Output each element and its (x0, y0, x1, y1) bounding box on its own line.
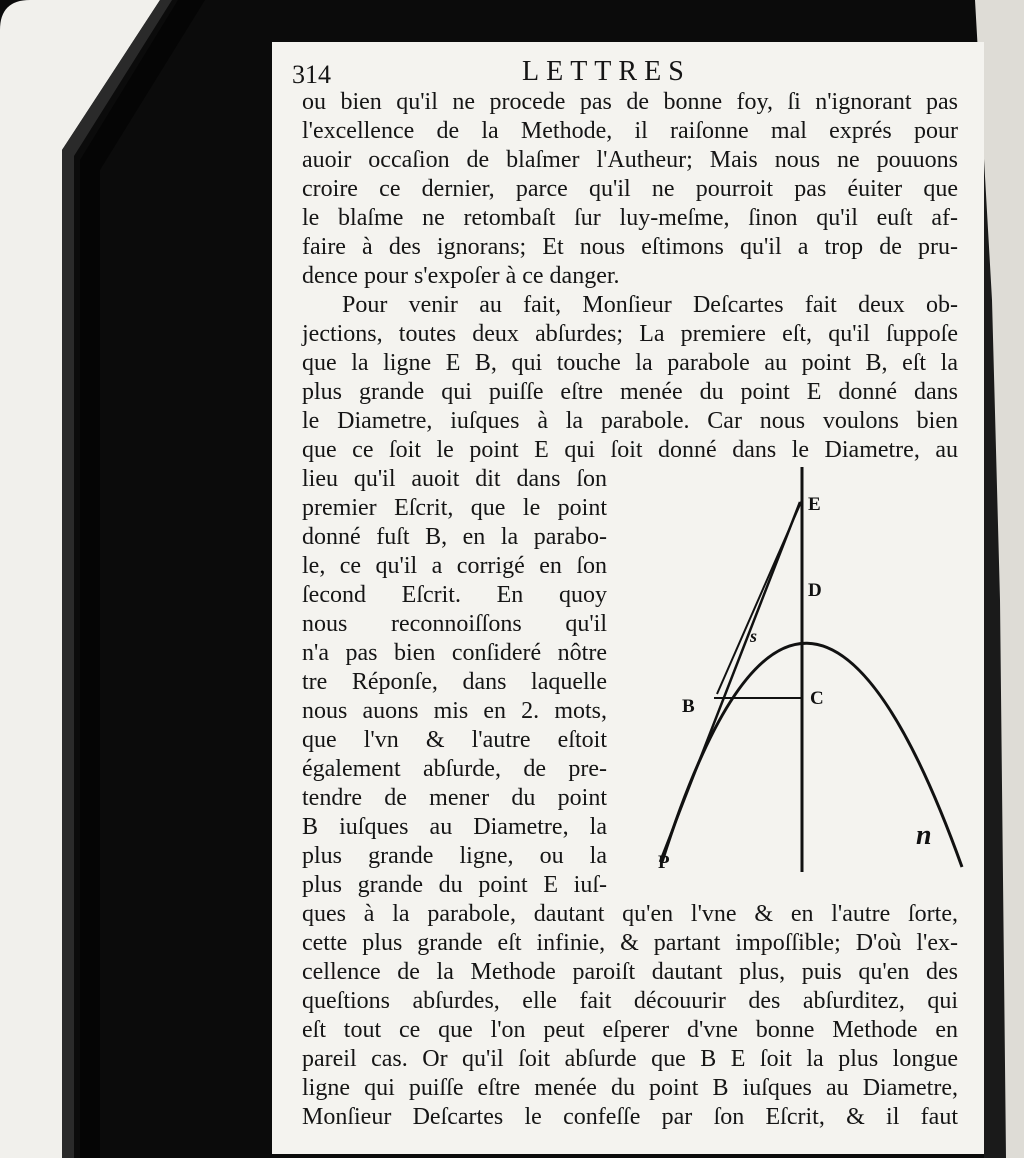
text-line: le, ce qu'il a corrigé en ſon (302, 553, 607, 579)
page-number: 314 (292, 60, 331, 89)
text-line: premier Eſcrit, que le point (302, 495, 607, 521)
text-line: eſt tout ce que l'on peut eſperer d'vne bonne Methode en (302, 1017, 958, 1043)
text-line: lieu qu'il auoit dit dans ſon (302, 466, 607, 492)
text-line: ques à la parabole, dautant qu'en l'vne & en l'autre ſorte, (302, 901, 958, 927)
text-line: croire ce dernier, parce qu'il ne pourroit pas éuiter que (302, 176, 958, 202)
label-p: P (658, 852, 670, 873)
text-line: le blaſme ne retombaſt ſur luy-meſme, ſinon qu'il euſt af- (302, 205, 958, 231)
text-line: nous reconnoiſſons qu'il (302, 611, 607, 637)
book-page (272, 42, 984, 1154)
text-line: faire à des ignorans; Et nous eſtimons qu'il a trop de pru- (302, 234, 958, 260)
text-line: tendre de mener du point (302, 785, 607, 811)
text-line: que la ligne E B, qui touche la parabole au point B, eſt la (302, 350, 958, 376)
text-line: cellence de la Methode paroiſt dautant plus, puis qu'en des (302, 959, 958, 985)
text-line: jections, toutes deux abſurdes; La premiere eſt, qu'il ſuppoſe (302, 321, 958, 347)
text-line: Monſieur Deſcartes le confeſſe par ſon Eſcrit, & il faut (302, 1104, 958, 1130)
text-line: donné fuſt B, en la parabo- (302, 524, 607, 550)
label-s: s (750, 626, 758, 646)
text-line: dence pour s'expoſer à ce danger. (302, 263, 620, 289)
text-line: pareil cas. Or qu'il ſoit abſurde que B E ſoit la plus longue (302, 1046, 958, 1072)
tangent-line-eb (660, 502, 800, 862)
text-line: que ce ſoit le point E qui ſoit donné dans le Diametre, au (302, 437, 958, 463)
label-d: D (808, 580, 822, 601)
text-line: plus grande du point E iuſ- (302, 872, 607, 898)
parabola-figure (632, 462, 972, 882)
text-line: que l'vn & l'autre eſtoit (302, 727, 607, 753)
label-n: n (916, 820, 932, 851)
text-line: l'excellence de la Methode, il raiſonne mal exprés pour (302, 118, 958, 144)
text-line: n'a pas bien conſideré nôtre (302, 640, 607, 666)
label-e: E (808, 494, 821, 515)
text-line: Pour venir au fait, Monſieur Deſcartes fait deux ob- (342, 292, 958, 318)
label-b: B (682, 696, 695, 717)
running-head: LETTRES (522, 56, 691, 87)
text-line: tre Réponſe, dans laquelle (302, 669, 607, 695)
text-line: également abſurde, de pre- (302, 756, 607, 782)
text-line: plus grande qui puiſſe eſtre menée du point E donné dans (302, 379, 958, 405)
text-line: cette plus grande eſt infinie, & partant impoſſible; D'où l'ex- (302, 930, 958, 956)
text-line: queſtions abſurdes, elle fait découurir des abſurditez, qui (302, 988, 958, 1014)
text-line: nous auons mis en 2. mots, (302, 698, 607, 724)
text-line: le Diametre, iuſques à la parabole. Car nous voulons bien (302, 408, 958, 434)
text-line: ſecond Eſcrit. En quoy (302, 582, 607, 608)
text-line: ou bien qu'il ne procede pas de bonne foy, ſi n'ignorant pas (302, 89, 958, 115)
text-line: ligne qui puiſſe eſtre menée du point B iuſques au Diametre, (302, 1075, 958, 1101)
text-line: auoir occaſion de blaſmer l'Autheur; Mais nous ne pouuons (302, 147, 958, 173)
text-line: plus grande ligne, ou la (302, 843, 607, 869)
label-c: C (810, 688, 824, 709)
text-line: B iuſques au Diametre, la (302, 814, 607, 840)
